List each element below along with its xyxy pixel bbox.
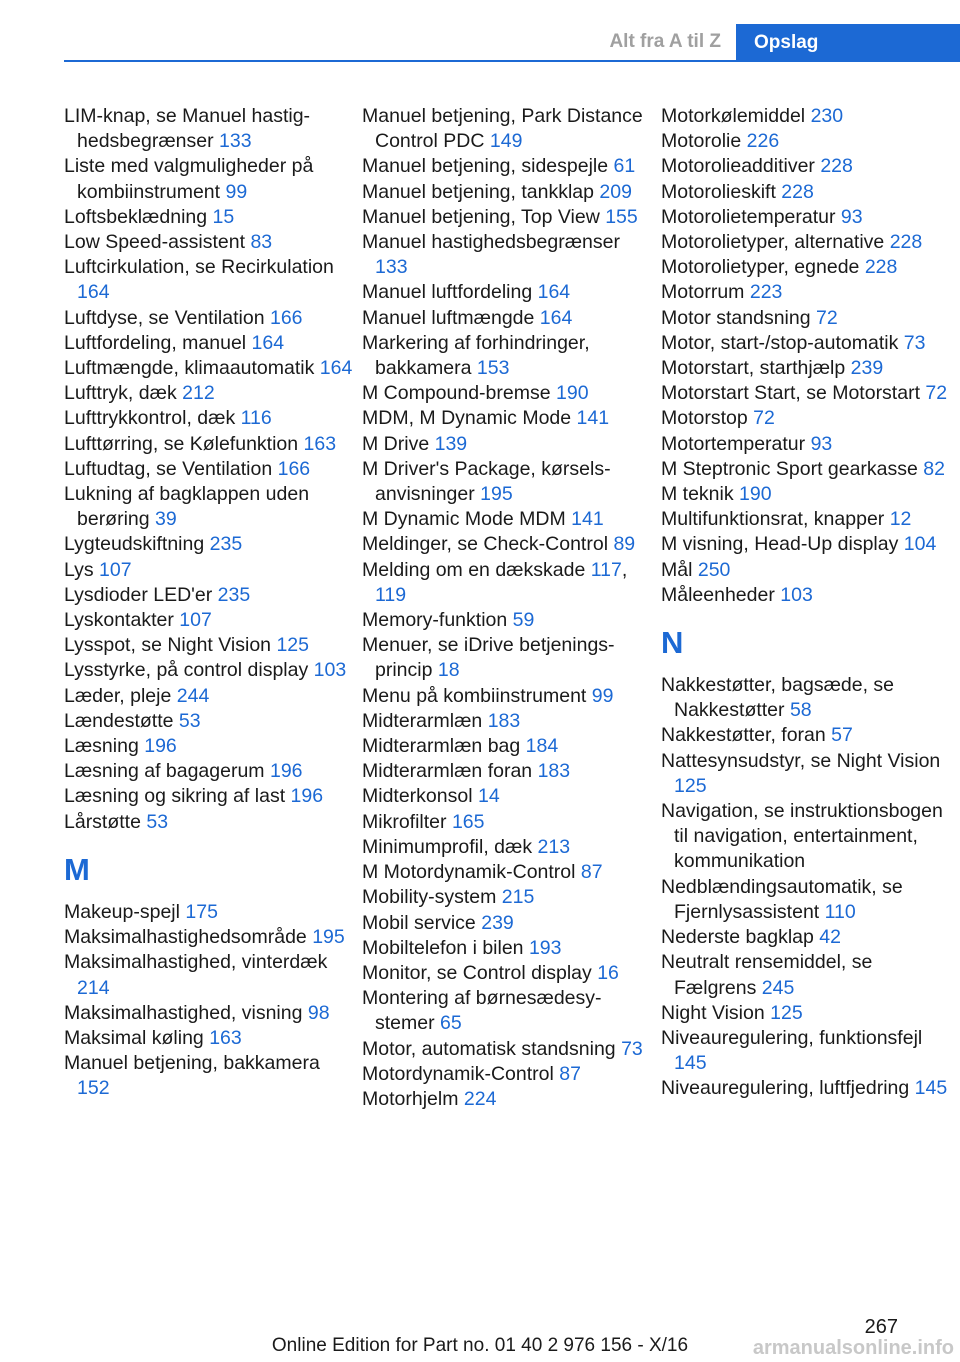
index-entry-text: Luftfordeling, manuel	[64, 331, 247, 354]
index-entry	[661, 432, 951, 457]
index-entry	[661, 331, 951, 356]
index-entry-text: Maksimalhastighed, vinterdæk	[64, 951, 328, 974]
page-link[interactable]: 87	[580, 861, 603, 884]
index-entry	[362, 532, 652, 557]
index-entry	[64, 356, 354, 381]
tab-alt-fra-a-til-z[interactable]: Alt fra A til Z	[609, 31, 721, 52]
index-entry	[64, 306, 354, 331]
index-entry-text: Læder, pleje	[64, 684, 172, 707]
index-entry-text: Mobil service	[362, 911, 476, 934]
page-link[interactable]: 149	[489, 130, 523, 153]
index-entry	[362, 1087, 652, 1112]
page-link[interactable]: 152	[77, 1077, 110, 1100]
page-link[interactable]: 196	[144, 735, 177, 758]
index-entry-text: Nedblændingsautomatik, se Fjernlysassistent	[661, 875, 903, 923]
index-entry-text: Lårstøtte	[64, 810, 141, 833]
index-entry	[64, 950, 354, 1000]
index-entry	[362, 608, 652, 633]
index-entry	[661, 356, 951, 381]
index-entry	[362, 911, 652, 936]
index-entry-text: Manuel betjening, Top View	[362, 205, 600, 228]
page-link[interactable]: 117	[590, 558, 622, 581]
index-entry-text: Lysdioder LED'er	[64, 583, 213, 606]
index-entry-text: M Driver's Package, kørselsanvisninger	[362, 457, 611, 506]
index-entry-text: Motordynamik-Control	[362, 1062, 554, 1085]
page-link[interactable]: 125	[770, 1001, 803, 1024]
index-entry-text: M teknik	[661, 483, 734, 506]
page-link[interactable]: 175	[185, 900, 218, 923]
page-link[interactable]: 103	[313, 659, 347, 682]
page-link[interactable]: 153	[476, 357, 510, 380]
index-entry	[64, 759, 354, 784]
page-link[interactable]: 125	[674, 774, 707, 797]
page-link[interactable]: 183	[487, 709, 521, 732]
index-entry	[661, 1076, 951, 1101]
index-entry-text: Melding om en dækskade	[362, 558, 586, 581]
page-link[interactable]: 235	[217, 583, 251, 606]
index-entry: Melding om en dækskade 117, 119	[362, 558, 628, 606]
page-link[interactable]: 145	[674, 1052, 707, 1075]
index-entry	[362, 810, 652, 835]
index-entry-text: Mobiltelefon i bilen	[362, 936, 524, 959]
index-entry	[362, 507, 652, 532]
index-entry-text: Motorolietyper, egnede	[661, 256, 860, 279]
index-entry	[64, 230, 354, 255]
index-entry-text: Loftsbeklædning	[64, 205, 208, 228]
page-link[interactable]: 155	[605, 205, 638, 228]
page-link[interactable]: 139	[434, 432, 468, 455]
index-entry	[64, 406, 354, 431]
index-entry-text: Midterarmlæn bag	[362, 735, 521, 758]
page-link[interactable]: 14	[477, 785, 500, 808]
index-entry	[64, 583, 354, 608]
index-entry	[362, 331, 652, 381]
index-entry-text: Luftmængde, klimaautomatik	[64, 357, 315, 380]
page-link[interactable]: 42	[819, 926, 841, 949]
index-entry-text: M Steptronic Sport gearkasse	[661, 457, 918, 480]
page-link[interactable]: 164	[77, 281, 110, 304]
index-entry	[362, 759, 652, 784]
index-entry-text: Luftudtag, se Ventilation	[64, 457, 273, 480]
page-link[interactable]: 215	[501, 886, 535, 909]
index-entry-text: Nattesynsudstyr, se Night Vision	[661, 749, 941, 772]
index-entry-text: Nakkestøtter, foran	[661, 724, 826, 747]
page-link[interactable]: 72	[753, 407, 775, 430]
index-entry-text: Neutralt rensemiddel, se Fælgrens	[661, 951, 873, 999]
index-entry	[661, 381, 951, 406]
index-entry-text: Lufttrykkontrol, dæk	[64, 407, 236, 430]
index-column-3	[661, 104, 951, 1102]
page-link[interactable]: 209	[599, 180, 632, 203]
page-link[interactable]: 193	[528, 936, 562, 959]
index-entry	[661, 723, 951, 748]
index-entry	[362, 684, 652, 709]
index-entry-text: Manuel betjening, Park Distance Control PDC	[362, 105, 643, 153]
page-link[interactable]: 195	[312, 926, 345, 949]
page-link[interactable]: 18	[437, 659, 460, 682]
page-link[interactable]: 145	[914, 1077, 948, 1100]
index-entry-text: Motorolietemperatur	[661, 205, 836, 228]
index-entry	[64, 709, 354, 734]
index-entry	[64, 633, 354, 658]
page-link[interactable]: 190	[739, 483, 772, 506]
index-entry-text: Multifunktionsrat, knapper	[661, 508, 885, 531]
site-watermark: armanualsonline.info	[752, 1337, 954, 1359]
page-link[interactable]: 213	[537, 835, 571, 858]
page-link[interactable]: 228	[781, 180, 814, 203]
page-link[interactable]: 39	[155, 508, 177, 531]
index-entry	[661, 1026, 951, 1076]
index-entry	[661, 583, 951, 608]
page-link[interactable]: 87	[559, 1062, 581, 1085]
index-entry-text: Liste med valgmuligheder på kombiinstrument	[64, 155, 314, 203]
index-entry-text: Monitor, se Control display	[362, 961, 592, 984]
index-entry	[64, 658, 354, 683]
index-entry-text: MDM, M Dynamic Mode	[362, 407, 572, 430]
index-entry-text: Lukning af bagklappen uden berøring	[64, 483, 310, 531]
index-entry-text: Motorolieskift	[661, 180, 776, 203]
page-link[interactable]: 223	[749, 281, 783, 304]
index-entry	[64, 331, 354, 356]
index-entry	[64, 104, 354, 154]
page-link[interactable]: 59	[512, 609, 535, 632]
index-entry-text: Manuel luftfordeling	[362, 281, 533, 304]
index-entry-text: Motorstop	[661, 407, 748, 430]
page-link[interactable]: 53	[146, 810, 169, 833]
index-entry-text: Midterarmlæn foran	[362, 760, 533, 783]
index-entry	[362, 709, 652, 734]
page-link[interactable]: 163	[303, 432, 337, 455]
index-entry	[661, 749, 951, 799]
index-entry	[362, 381, 652, 406]
index-entry	[661, 457, 951, 482]
index-entry	[661, 673, 951, 723]
index-entry	[362, 936, 652, 961]
index-entry-text: Motortemperatur	[661, 432, 806, 455]
index-entry-text: LIM-knap, se Manuel hastighedsbegrænser	[64, 105, 311, 153]
index-entry-text: Luftdyse, se Ventilation	[64, 306, 265, 329]
index-entry-text: Motorkølemiddel	[661, 105, 806, 127]
page-link[interactable]: 235	[209, 533, 243, 556]
index-entry-text: Lufttryk, dæk	[64, 382, 177, 405]
index-entry-text: Night Vision	[661, 1001, 765, 1024]
index-entry	[362, 180, 652, 205]
index-entry	[64, 558, 354, 583]
index-entry-text: Motorhjelm	[362, 1087, 459, 1110]
page-link[interactable]: 166	[269, 306, 303, 329]
page-link[interactable]: 190	[556, 382, 589, 405]
index-entry-text: Nakkestøtter, bagsæde, se Nakkestøtter	[661, 674, 895, 722]
index-entry	[64, 734, 354, 759]
index-entry	[362, 835, 652, 860]
tab-opslag[interactable]: Opslag	[736, 24, 960, 62]
index-entry-text: Mål	[661, 558, 693, 581]
page-link[interactable]: 196	[269, 760, 303, 783]
index-entry	[661, 230, 951, 255]
section-letter: N	[661, 625, 684, 661]
page-link[interactable]: 104	[903, 533, 937, 556]
index-entry-text: Lyskontakter	[64, 609, 174, 632]
page-link[interactable]: 93	[810, 432, 833, 455]
page-link[interactable]: 133	[219, 130, 252, 153]
index-entry	[64, 432, 354, 457]
page-link[interactable]: 164	[251, 331, 285, 354]
page-link[interactable]: 116	[240, 407, 272, 430]
index-entry-text: Læsning og sikring af last	[64, 785, 286, 808]
index-entry	[64, 154, 354, 204]
page-link[interactable]: 184	[525, 735, 559, 758]
index-entry	[362, 860, 652, 885]
index-entry-text: Niveauregulering, funktionsfejl	[661, 1026, 923, 1049]
index-entry	[362, 885, 652, 910]
index-entry	[362, 633, 652, 683]
index-entry-text: Meldinger, se Check-Control	[362, 533, 609, 556]
page-link[interactable]: 133	[375, 256, 408, 279]
page-link[interactable]: 224	[463, 1087, 497, 1110]
page-link[interactable]: 57	[831, 724, 853, 747]
page-link[interactable]: 65	[440, 1012, 462, 1035]
index-entry-text: Læsning	[64, 735, 139, 758]
index-entry-text: Lufttørring, se Kølefunktion	[64, 432, 299, 455]
index-entry	[661, 799, 951, 875]
index-entry	[64, 1026, 354, 1051]
index-entry	[64, 900, 354, 925]
index-entry-text: Mikrofilter	[362, 810, 447, 833]
index-entry	[362, 1037, 652, 1062]
page-link[interactable]: 196	[290, 785, 324, 808]
page-number: 267	[864, 1316, 898, 1338]
page-link[interactable]: 166	[277, 457, 311, 480]
index-entry	[362, 1062, 652, 1087]
index-entry	[661, 306, 951, 331]
index-entry-text: Makeup-spejl	[64, 900, 180, 923]
index-entry	[661, 507, 951, 532]
index-entry	[362, 432, 652, 457]
index-entry	[64, 381, 354, 406]
index-entry	[362, 406, 652, 431]
index-entry	[362, 306, 652, 331]
page-link[interactable]: 230	[810, 105, 844, 127]
index-entry	[661, 280, 951, 305]
page-link[interactable]: 163	[209, 1026, 242, 1049]
page-link[interactable]: 125	[276, 634, 309, 657]
page-link[interactable]: 195	[480, 483, 513, 506]
index-entry-text: Motorrum	[661, 281, 745, 304]
index-entry	[362, 457, 652, 507]
index-entry	[362, 104, 652, 154]
page-link[interactable]: 99	[591, 684, 614, 707]
index-entry-text: Lys	[64, 558, 94, 581]
index-entry	[64, 810, 354, 835]
index-entry	[64, 205, 354, 230]
index-entry	[661, 950, 951, 1000]
index-entry-text: Maksimalhastighed, visning	[64, 1001, 303, 1024]
page-link[interactable]: 15	[212, 205, 235, 228]
index-entry-text: Nederste bagklap	[661, 926, 814, 949]
index-entry	[64, 255, 354, 305]
page-link[interactable]: 16	[597, 961, 619, 984]
index-entry-text: M Compound-bremse	[362, 382, 551, 405]
index-entry-text: Markering af forhindringer, bakkamera	[362, 331, 590, 380]
index-entry-text: Læsning af bagagerum	[64, 760, 265, 783]
index-entry	[64, 608, 354, 633]
page-link[interactable]: 239	[481, 911, 514, 934]
page-link[interactable]: 214	[77, 976, 110, 999]
index-entry-text: Motor standsning	[661, 306, 811, 329]
page-link[interactable]: 183	[537, 760, 571, 783]
page-link[interactable]: 110	[824, 900, 856, 923]
index-entry	[661, 558, 951, 583]
page-link[interactable]: 244	[176, 684, 210, 707]
page-link[interactable]: 89	[613, 533, 636, 556]
page-link[interactable]: 164	[539, 306, 573, 329]
index-entry-text: Menuer, se iDrive betjeningsprincip	[362, 634, 615, 682]
page-link[interactable]: 107	[99, 558, 132, 581]
index-entry	[362, 154, 652, 179]
index-entry-text: Mobility-system	[362, 886, 497, 909]
page-link[interactable]: 58	[789, 699, 812, 722]
index-entry	[661, 255, 951, 280]
page-link[interactable]: 12	[889, 508, 912, 531]
index-entry-text: Manuel luftmængde	[362, 306, 535, 329]
page-link[interactable]: 228	[864, 256, 898, 279]
index-entry-text: Menu på kombiinstrument	[362, 684, 587, 707]
index-entry	[362, 961, 652, 986]
page-link[interactable]: 141	[576, 407, 610, 430]
index-entry-text: Manuel hastighedsbegrænser	[362, 231, 620, 254]
page-link[interactable]: 72	[925, 382, 948, 405]
index-entry-text: Motorolieadditiver	[661, 155, 815, 178]
page-link[interactable]: 98	[307, 1001, 330, 1024]
index-entry	[362, 784, 652, 809]
index-entry	[362, 230, 652, 280]
index-entry-text: Minimumprofil, dæk	[362, 835, 533, 858]
index-entry	[362, 986, 652, 1036]
index-entry-text: Lændestøtte	[64, 709, 174, 732]
index-entry-text: Lygteudskiftning	[64, 533, 205, 556]
index-entry	[64, 1051, 354, 1101]
index-entry	[64, 482, 354, 532]
page-link[interactable]: 165	[451, 810, 485, 833]
page-link[interactable]: 164	[537, 281, 571, 304]
edition-footer: Online Edition for Part no. 01 40 2 976 156 - X/16	[271, 1335, 689, 1356]
index-entry	[64, 925, 354, 950]
index-column-1	[64, 104, 354, 1102]
index-entry-text: Motorstart, starthjælp	[661, 357, 846, 380]
index-entry-text: Lysstyrke, på control display	[64, 659, 309, 682]
index-entry-text: Maksimal køling	[64, 1026, 204, 1049]
page-link[interactable]: 119	[375, 583, 407, 606]
index-entry	[362, 734, 652, 759]
index-entry	[362, 205, 652, 230]
index-entry-text: Motorolietyper, alternative	[661, 231, 885, 254]
index-entry-text: Niveauregulering, luftfjedring	[661, 1077, 910, 1100]
index-entry	[64, 1001, 354, 1026]
page-link[interactable]: 226	[746, 130, 780, 153]
page-link[interactable]: 141	[571, 508, 604, 531]
index-entry	[661, 875, 951, 925]
index-entry	[661, 482, 951, 507]
index-entry-text: Memory-funktion	[362, 609, 508, 632]
index-column-2	[362, 104, 652, 1112]
page-link[interactable]: 212	[182, 382, 215, 405]
index-entry-text: Måleenheder	[661, 583, 775, 606]
page-link[interactable]: 83	[250, 231, 273, 254]
page-link[interactable]: 93	[840, 205, 863, 228]
index-entry	[64, 457, 354, 482]
page-link[interactable]: 99	[225, 180, 248, 203]
index-entry-text: Luftcirkulation, se Recirkulation	[64, 256, 334, 279]
page-link[interactable]: 82	[923, 457, 945, 480]
page-link[interactable]: 73	[621, 1037, 643, 1060]
page-link[interactable]: 164	[319, 357, 353, 380]
index-entry	[661, 104, 951, 129]
index-entry-text: M Motordynamik-Control	[362, 861, 576, 884]
index-entry	[661, 1001, 951, 1026]
index-entry-text: Maksimalhastighedsområde	[64, 926, 307, 949]
index-entry	[362, 280, 652, 305]
index-entry-text: M Drive	[362, 432, 430, 455]
index-entry-text: Motorstart Start, se Motorstart	[661, 382, 920, 405]
index-entry-text: Navigation, se instruktionsbogen til navigation, entertainment, kommunikation	[661, 800, 943, 873]
index-entry-text: Midterarmlæn	[362, 709, 483, 732]
index-entry-text: Manuel betjening, bakkamera	[64, 1052, 320, 1075]
index-entry	[661, 406, 951, 431]
index-entry	[64, 684, 354, 709]
page-link[interactable]: 72	[816, 306, 838, 329]
index-entry	[661, 925, 951, 950]
index-entry	[661, 180, 951, 205]
index-entry-text: Motor, automatisk standsning	[362, 1037, 616, 1060]
page-link[interactable]: 239	[850, 357, 884, 380]
index-entry-text: Motorolie	[661, 130, 742, 153]
index-entry-text: Lysspot, se Night Vision	[64, 634, 272, 657]
index-entry-text: Manuel betjening, sidespejle	[362, 155, 609, 178]
page-link[interactable]: 250	[697, 558, 731, 581]
index-entry	[64, 532, 354, 557]
index-entry	[661, 154, 951, 179]
index-entry	[64, 784, 354, 809]
page-link[interactable]: 228	[889, 231, 923, 254]
index-entry	[661, 129, 951, 154]
page-link[interactable]: 245	[761, 976, 795, 999]
index-entry-text: Midterkonsol	[362, 785, 473, 808]
index-entry-text: Motor, start-/stop-automatik	[661, 331, 899, 354]
index-entry-text: Low Speed-assistent	[64, 231, 246, 254]
index-entry	[661, 205, 951, 230]
page-link[interactable]: 103	[780, 583, 813, 606]
page-link[interactable]: 228	[820, 155, 853, 178]
page-link[interactable]: 107	[179, 609, 212, 632]
index-entry-text: M visning, Head-Up display	[661, 533, 899, 556]
page-link[interactable]: 61	[613, 155, 636, 178]
section-letter: M	[64, 851, 90, 887]
index-entry-text: Montering af børnesædesystemer	[362, 987, 602, 1035]
index-entry-text: Manuel betjening, tankklap	[362, 180, 594, 203]
page-link[interactable]: 73	[903, 331, 926, 354]
index-entry-text: M Dynamic Mode MDM	[362, 508, 566, 531]
page-header	[0, 24, 960, 62]
page-link[interactable]: 53	[178, 709, 201, 732]
index-entry	[661, 532, 951, 557]
